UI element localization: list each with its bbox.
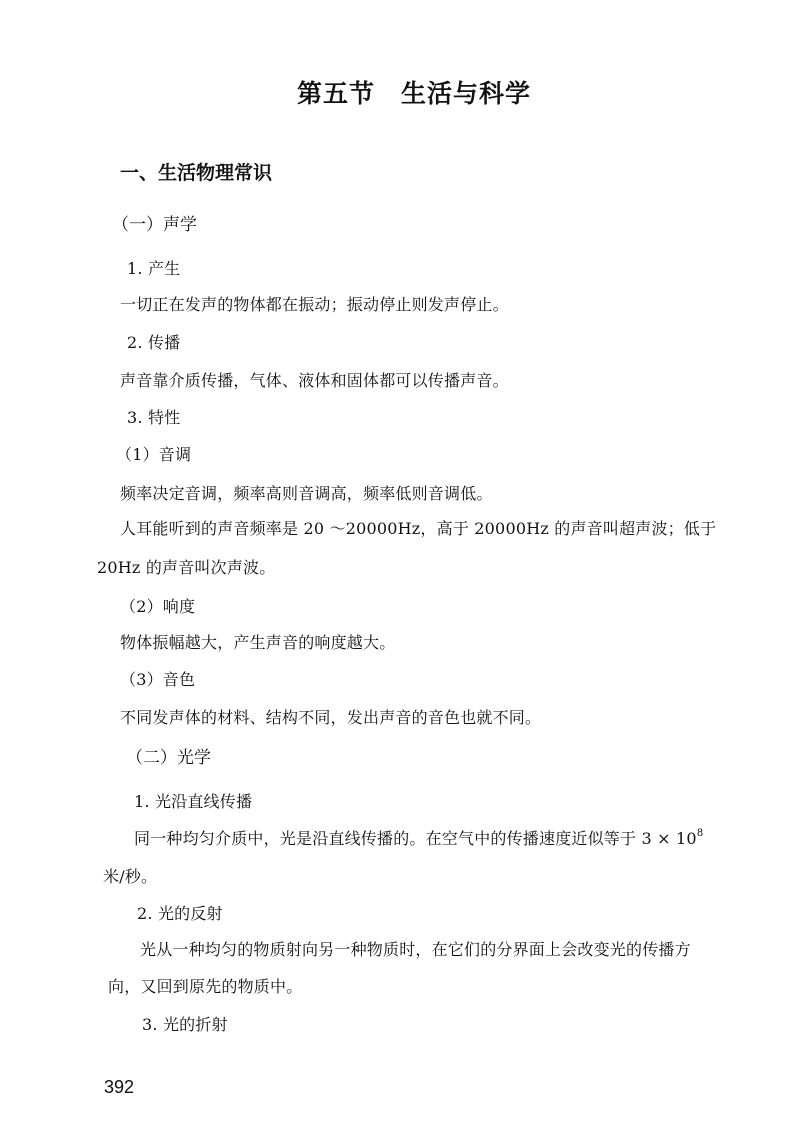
item-heading-straight-line: 1. 光沿直线传播 [134, 792, 253, 811]
item-heading-refraction: 3. 光的折射 [142, 1015, 228, 1034]
subitem-heading-pitch: （1）音调 [116, 445, 192, 464]
paragraph-pitch: 频率决定音调，频率高则音调高，频率低则音调低。 [120, 484, 493, 503]
subheading-optics: （二）光学 [126, 748, 211, 768]
subheading-acoustics: （一）声学 [112, 215, 197, 235]
straight-line-text: 同一种均匀介质中，光是沿直线传播的。在空气中的传播速度近似等于 3 × 10 [134, 829, 697, 848]
paragraph-propagation: 声音靠介质传播，气体、液体和固体都可以传播声音。 [120, 371, 509, 390]
subitem-heading-timbre: （3）音色 [120, 670, 196, 689]
page-number: 392 [104, 1077, 135, 1097]
paragraph-straight-line-line2: 米/秒。 [103, 867, 158, 886]
subitem-heading-loudness: （2）响度 [120, 597, 196, 616]
paragraph-loudness: 物体振幅越大，产生声音的响度越大。 [120, 633, 396, 652]
item-heading-reflection: 2. 光的反射 [137, 904, 223, 923]
paragraph-reflection-line1: 光从一种均匀的物质射向另一种物质时，在它们的分界面上会改变光的传播方 [140, 940, 691, 959]
paragraph-timbre: 不同发声体的材料、结构不同，发出声音的音色也就不同。 [120, 708, 542, 727]
item-heading-propagation: 2. 传播 [127, 333, 181, 352]
paragraph-reflection-line2: 向，又回到原先的物质中。 [108, 977, 303, 996]
paragraph-origin: 一切正在发声的物体都在振动；振动停止则发声停止。 [120, 295, 509, 314]
part-heading-physics: 一、生活物理常识 [120, 162, 273, 184]
item-heading-origin: 1. 产生 [127, 259, 181, 278]
section-title: 第五节 生活与科学 [297, 79, 532, 108]
paragraph-hearing-line1: 人耳能听到的声音频率是 20 ～20000Hz，高于 20000Hz 的声音叫超声波；低于 [120, 519, 717, 538]
paragraph-straight-line-line1 [134, 826, 703, 849]
item-heading-properties: 3. 特性 [127, 408, 181, 427]
exponent: 8 [696, 828, 704, 839]
paragraph-hearing-line2: 20Hz 的声音叫次声波。 [97, 558, 276, 577]
